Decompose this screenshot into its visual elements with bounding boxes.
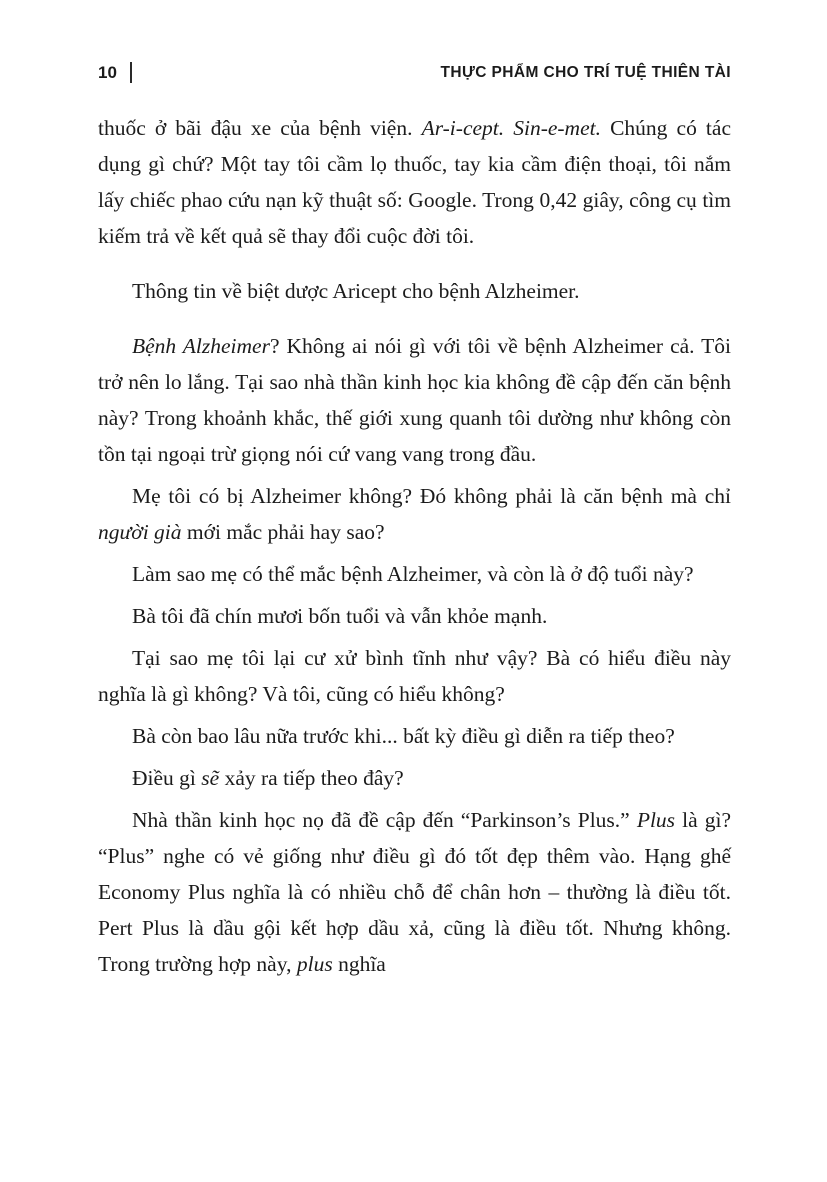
text-run: Mẹ tôi có bị Alzheimer không? Đó không phải là căn bệnh mà chỉ xyxy=(132,484,731,508)
paragraph xyxy=(98,328,731,472)
text-run: Tại sao mẹ tôi lại cư xử bình tĩnh như vậy? Bà có hiểu điều này nghĩa là gì không? Và tôi, cũng có hiểu không? xyxy=(98,646,731,706)
text-run: Làm sao mẹ có thể mắc bệnh Alzheimer, và còn là ở độ tuổi này? xyxy=(132,562,694,586)
italic-text-run: plus xyxy=(296,952,333,976)
text-run: nghĩa xyxy=(332,952,386,976)
text-run: Thông tin về biệt dược Aricept cho bệnh Alzheimer. xyxy=(132,279,580,303)
text-run: Điều gì xyxy=(132,766,202,790)
text-run: ? Không ai nói gì với tôi về bệnh Alzheimer cả. Tôi trở nên lo lắng. Tại sao nhà thần kinh học kia không đề cập đến căn bệnh này? Trong khoảnh khắc, thế giới xung quanh tôi dường như không còn tồn tại ngoại trừ giọng nói cứ vang vang trong đầu. xyxy=(98,334,732,466)
paragraph xyxy=(98,802,731,982)
page-header xyxy=(98,62,731,83)
text-run: Bà tôi đã chín mươi bốn tuổi và vẫn khỏe mạnh. xyxy=(132,604,548,628)
paragraph xyxy=(98,718,731,754)
page-number-group xyxy=(98,62,132,83)
text-run: mới mắc phải hay sao? xyxy=(181,520,385,544)
italic-text-run: Plus xyxy=(636,808,676,832)
running-title: THỰC PHẨM CHO TRÍ TUỆ THIÊN TÀI xyxy=(440,63,731,81)
italic-text-run: Bệnh Alzheimer xyxy=(132,334,270,358)
italic-text-run: người già xyxy=(98,520,182,544)
page-content xyxy=(98,110,731,982)
text-run: Chúng có tác dụng gì chứ? Một tay tôi cầm lọ thuốc, tay kia cầm điện thoại, tôi nắm lấy chiếc phao cứu nạn kỹ thuật số: Google. Trong 0,42 giây, công cụ tìm kiếm trả về kết quả sẽ thay đổi cuộc đời tôi. xyxy=(98,116,731,248)
italic-text-run: Ar-i-cept. Sin-e-met. xyxy=(421,116,601,140)
text-run: Nhà thần kinh học nọ đã đề cập đến “Parkinson’s Plus.” xyxy=(132,808,637,832)
paragraph xyxy=(98,478,731,550)
text-run: xảy ra tiếp theo đây? xyxy=(219,766,404,790)
paragraph xyxy=(98,598,731,634)
text-run: thuốc ở bãi đậu xe của bệnh viện. xyxy=(98,116,422,140)
paragraph xyxy=(98,640,731,712)
text-run: Bà còn bao lâu nữa trước khi... bất kỳ điều gì diễn ra tiếp theo? xyxy=(132,724,675,748)
paragraph xyxy=(98,273,731,309)
paragraph xyxy=(98,760,731,796)
paragraph xyxy=(98,556,731,592)
italic-text-run: sẽ xyxy=(201,766,220,790)
paragraph xyxy=(98,110,731,254)
header-divider xyxy=(130,62,132,83)
text-run: là gì? “Plus” nghe có vẻ giống như điều gì đó tốt đẹp thêm vào. Hạng ghế Economy Plus nghĩa là có nhiều chỗ để chân hơn – thường là điều tốt. Pert Plus là dầu gội kết hợp dầu xả, cũng là điều tốt. Nhưng không. Trong trường hợp này, xyxy=(98,808,731,976)
page-number: 10 xyxy=(98,62,117,82)
